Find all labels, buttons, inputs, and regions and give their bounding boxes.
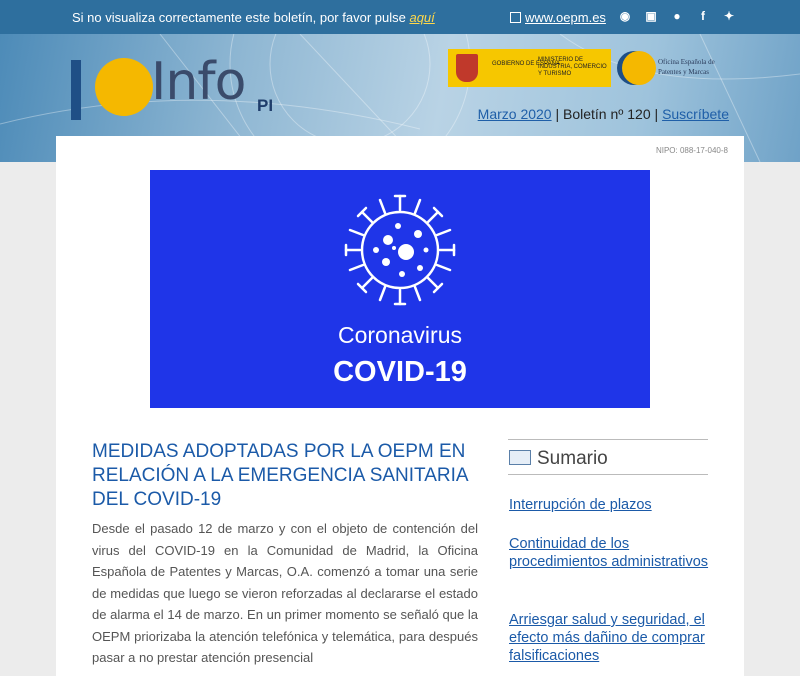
view-online-link[interactable]: aquí (409, 10, 435, 25)
government-logo (448, 49, 611, 87)
summary-link[interactable]: Arriesgar salud y seguridad, el efecto más dañino de comprar falsificaciones (509, 612, 705, 664)
twitter-icon[interactable]: ✦ (723, 9, 735, 23)
blog-icon[interactable]: ● (673, 9, 681, 23)
view-notice-text: Si no visualiza correctamente este boletín, por favor pulse (72, 10, 406, 25)
facebook-icon[interactable]: f (701, 9, 705, 23)
newspaper-icon (509, 450, 531, 465)
website-link-label: www.oepm.es (525, 10, 606, 25)
government-label: GOBIERNO DE ESPAÑA (492, 61, 560, 67)
youtube-icon[interactable]: ▣ (645, 9, 657, 23)
newsletter-content (56, 136, 744, 676)
logo-subtext: PI (257, 96, 274, 115)
issue-info (478, 106, 729, 122)
infopi-logo[interactable] (71, 48, 274, 122)
virus-icon (338, 190, 462, 310)
summary-link[interactable]: Continuidad de los procedimientos administrativos (509, 536, 709, 570)
banner-line-1: Coronavirus (338, 322, 462, 348)
subscribe-link[interactable]: Suscríbete (662, 106, 729, 122)
oepm-label: Oficina Española de Patentes y Marcas (658, 58, 715, 76)
ministry-label: MINISTERIO DE INDUSTRIA, COMERCIO Y TURISMO (538, 57, 607, 77)
oepm-circle (622, 51, 656, 85)
view-notice (72, 10, 435, 25)
summary-heading-text: Sumario (537, 448, 608, 469)
oepm-logo (612, 49, 732, 89)
summary-bottom-rule (508, 474, 708, 475)
logo-text: Info (151, 52, 246, 112)
summary-top-rule (508, 439, 708, 440)
covid-banner (150, 170, 650, 408)
issue-month-link[interactable]: Marzo 2020 (477, 106, 552, 122)
article-title[interactable]: MEDIDAS ADOPTADAS POR LA OEPM EN RELACIÓN A LA EMERGENCIA SANITARIA DEL COVID-19 (92, 441, 468, 510)
nipo-code: NIPO: 088-17-040-8 (655, 146, 728, 155)
logo-bar (71, 60, 81, 120)
summary-heading (509, 448, 608, 470)
issue-number: | Boletín nº 120 | (555, 106, 659, 122)
coat-of-arms-icon (456, 54, 478, 82)
banner-line-2: COVID-19 (333, 356, 467, 388)
summary-link[interactable]: Interrupción de plazos (509, 497, 652, 513)
social-links (618, 9, 736, 23)
top-bar (0, 0, 800, 34)
rss-icon[interactable]: ◉ (619, 9, 631, 23)
article-body: Desde el pasado 12 de marzo y con el objeto de contención del virus del COVID-19 en la Comunidad de Madrid, la Oficina Española de Patentes y Marcas, O.A. comenzó a tomar una serie de medidas que luego se vieron reforzadas al declararse el estado de alarma el 14 de marzo. En un primer momento se señaló que la OEPM priorizaba la atención telefónica y telemática, para después pasar a no prestar atención presencial (92, 521, 478, 665)
logo-circle (95, 58, 153, 116)
website-link[interactable] (510, 10, 606, 25)
external-link-icon (510, 12, 521, 23)
